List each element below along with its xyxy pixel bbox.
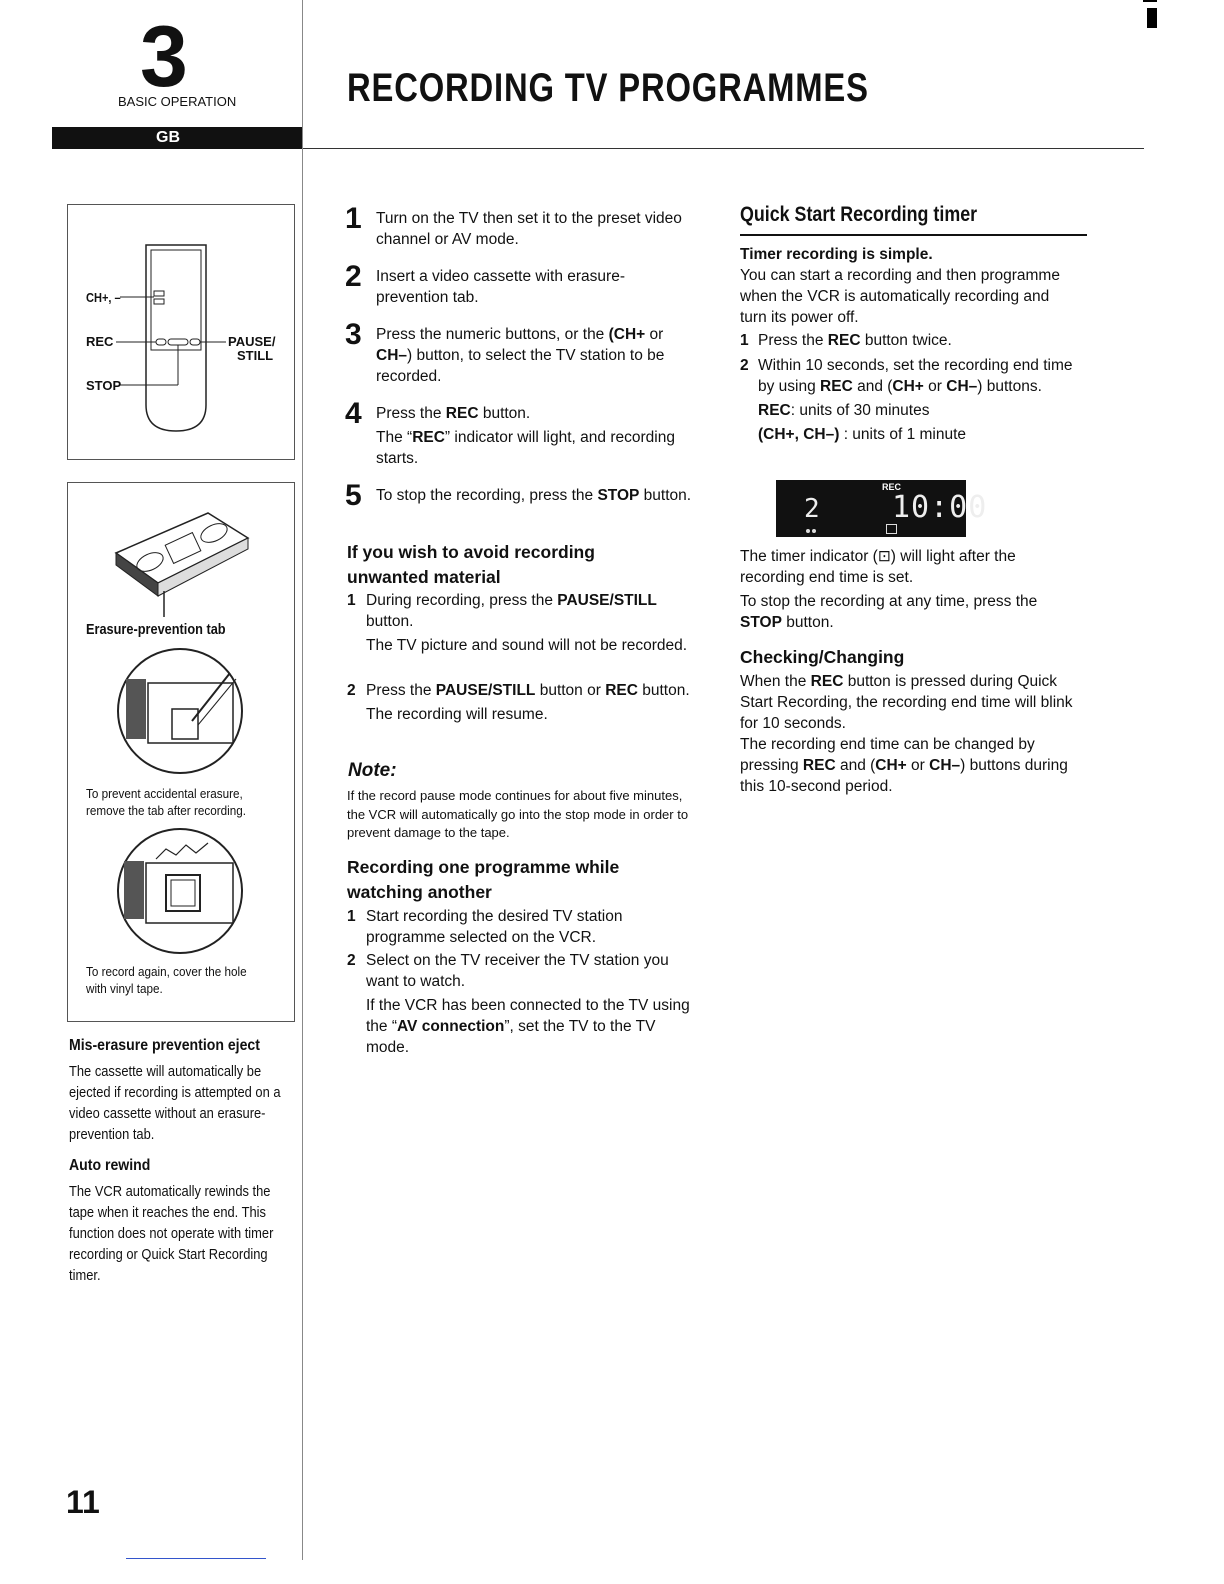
- chapter-label: BASIC OPERATION: [118, 94, 237, 109]
- quick-start-step-1: 1 Press the REC button twice.: [740, 332, 952, 349]
- label-rec: REC: [86, 334, 114, 349]
- remote-control-icon: [68, 205, 294, 459]
- step-number: 4: [345, 397, 362, 430]
- timer-indicator-text: The timer indicator (⊡) will light after the recording end time is set.: [740, 548, 1016, 586]
- stop-text: To stop the recording at any time, press the STOP button.: [740, 593, 1038, 631]
- note-text: If the record pause mode continues for about five minutes, the VCR will automatically go into the stop mode in order to prevent damage to the tape.: [347, 788, 689, 840]
- step-text: To stop the recording, press the STOP button.: [376, 487, 692, 504]
- corner-mark: [1143, 0, 1157, 2]
- watching-item-1: 1 Start recording the desired TV station programme selected on the VCR.: [347, 908, 623, 946]
- indicator-dot: [806, 529, 810, 533]
- page-title: RECORDING TV PROGRAMMES: [347, 66, 869, 110]
- cassette-figure: [67, 482, 295, 1022]
- timer-indicator-icon: [886, 524, 897, 534]
- vcr-display: [776, 480, 988, 537]
- caption-prevent: To prevent accidental erasure, remove the tab after recording.: [86, 786, 246, 818]
- step-number: 3: [345, 318, 362, 351]
- step-text: Press the numeric buttons, or the (CH+ or CH–) button, to select the TV station to be recorded.: [376, 326, 665, 385]
- column-divider: [302, 0, 303, 1560]
- caption-record-again: To record again, cover the hole with vinyl tape.: [86, 964, 247, 996]
- avoid-item-2: 2 Press the PAUSE/STILL button or REC button. The recording will resume.: [347, 682, 690, 723]
- quick-start-rule: [740, 234, 1087, 236]
- mis-erasure-heading: Mis-erasure prevention eject: [69, 1037, 260, 1054]
- quick-start-heading: Quick Start Recording timer: [740, 203, 978, 226]
- note-label: Note:: [348, 760, 397, 781]
- label-stop: STOP: [86, 378, 122, 393]
- step-number: 5: [345, 479, 362, 512]
- avoid-item-1: 1 During recording, press the PAUSE/STILL button. The TV picture and sound will not be recorded.: [347, 592, 688, 654]
- mis-erasure-text: The cassette will automatically be ejected if recording is attempted on a video cassette without an erasure-prevention tab.: [69, 1063, 281, 1143]
- label-still: STILL: [237, 348, 274, 363]
- display-rec-label: REC: [882, 482, 902, 492]
- step-number: 1: [345, 202, 362, 235]
- watching-heading: Recording one programme while watching another: [347, 857, 620, 902]
- checking-text: When the REC button is pressed during Quick Start Recording, the recording end time will blink for 10 seconds.: [740, 673, 1073, 732]
- avoid-heading: If you wish to avoid recording unwanted material: [347, 542, 595, 587]
- auto-rewind-heading: Auto rewind: [69, 1157, 151, 1174]
- step-text: Press the REC button. The “REC” indicator will light, and recording starts.: [376, 405, 675, 467]
- cassette-caption: Erasure-prevention tab: [86, 621, 226, 638]
- auto-rewind-text: The VCR automatically rewinds the tape when it reaches the end. This function does not operate with timer recording or Quick Start Recording timer.: [69, 1183, 274, 1284]
- label-pause: PAUSE/: [228, 334, 276, 349]
- remote-figure: [67, 204, 295, 460]
- step-number: 2: [345, 260, 362, 293]
- footer-line: [126, 1558, 266, 1559]
- step-text: Turn on the TV then set it to the preset video channel or AV mode.: [376, 210, 682, 248]
- page-number: 11: [66, 1484, 100, 1520]
- watching-item-2: 2 Select on the TV receiver the TV station you want to watch. If the VCR has been connected to the TV using the “AV connection”, set the TV to the TV mode.: [347, 952, 690, 1056]
- display-time: 10:00: [892, 490, 988, 525]
- checking-heading: Checking/Changing: [740, 647, 905, 667]
- label-ch: CH+, –: [86, 290, 121, 305]
- display-channel: 2: [804, 494, 820, 524]
- chapter-number: 3: [140, 9, 186, 105]
- header-rule: [302, 148, 1144, 149]
- step-text: Insert a video cassette with erasure-prevention tab.: [376, 268, 625, 306]
- language-tab-label: GB: [156, 129, 180, 146]
- indicator-dot: [812, 529, 816, 533]
- quick-start-step-2: 2 Within 10 seconds, set the recording end time by using REC and (CH+ or CH–) buttons. REC: units of 30 minutes (CH+, CH–) : units of 1 minute: [740, 357, 1073, 443]
- corner-mark: [1147, 8, 1157, 28]
- quick-start-intro: You can start a recording and then programme when the VCR is automatically recording and turn its power off.: [740, 267, 1060, 326]
- changed-text: The recording end time can be changed by pressing REC and (CH+ or CH–) buttons during this 10-second period.: [740, 736, 1068, 795]
- quick-start-subheading: Timer recording is simple.: [740, 246, 933, 263]
- tape-cover-icon: [68, 483, 294, 1021]
